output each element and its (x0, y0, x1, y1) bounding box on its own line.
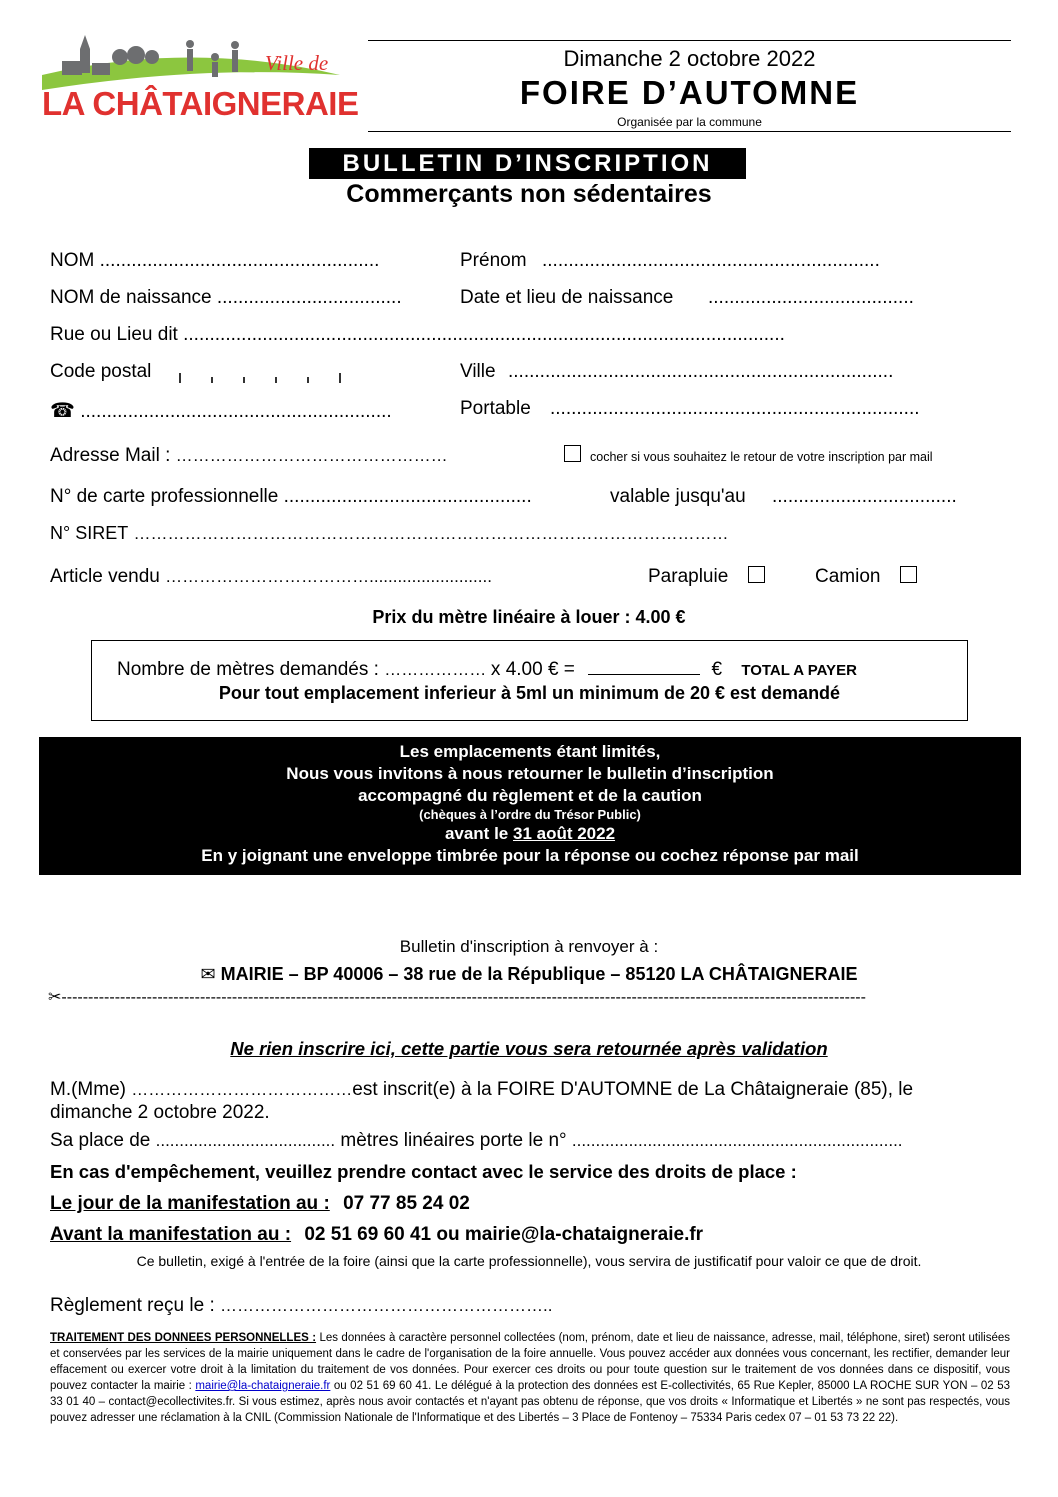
siret-input-line[interactable]: …………………………………………………………………………………………… (133, 524, 729, 543)
gdpr-text-1: Les données à caractère personnel collectées (nom, prénom, date et lieu de naissance, adresse, mail, téléphone, siret) seront utilisées et conservées par les services de la mairie uniquement dans le cadre de l'organisation de la foire annuelle. Vous pouvez accéder aux données vous concernant, les rectifier, demander leur effacement ou exercer votre droit à la limitation du traitement de vos données. Pour exercer ces droits ou pour toute question sur le traitement de vos données dans ce dispositif, vous pouvez contacter la mairie : (50, 1332, 1010, 1392)
avant-label: Avant la manifestation au : (50, 1224, 292, 1245)
bulletin-title: BULLETIN D’INSCRIPTION (309, 148, 746, 179)
date-lieu-input-line[interactable]: ....................................... (708, 287, 914, 308)
place-label: Sa place de (50, 1130, 151, 1151)
ville-input-line[interactable]: ......................................................................... (508, 361, 894, 382)
return-address: MAIRIE – BP 40006 – 38 rue de la République – 85120 LA CHÂTAIGNERAIE (220, 964, 858, 984)
return-label: Bulletin d'inscription à renvoyer à : (399, 937, 659, 956)
bulletin-subtitle: Commerçants non sédentaires (346, 180, 712, 208)
validation-row-1 (50, 1079, 1015, 1101)
header-top-rule (368, 40, 1011, 41)
parapluie-checkbox[interactable] (748, 566, 765, 588)
code-postal-boxes[interactable] (178, 369, 343, 383)
notice-box (39, 737, 1021, 875)
minimum-note: Pour tout emplacement inferieur à 5ml un minimum de 20 € est demandé (218, 683, 841, 703)
notice-line-5 (39, 823, 1021, 845)
valable-label: valable jusqu'au (610, 486, 746, 507)
portable-label: Portable (460, 398, 531, 419)
logo-name: LA CHÂTAIGNERAIE (42, 85, 359, 122)
telephone-icon: ☎ (50, 400, 75, 422)
notice-line-2: Nous vous invitons à nous retourner le bulletin d’inscription (286, 764, 774, 783)
logo (40, 35, 360, 130)
mail-checkbox[interactable] (564, 445, 581, 467)
price-box (91, 640, 968, 721)
mme-label: M.(Mme) (50, 1079, 126, 1100)
euro-sign: € (711, 659, 723, 680)
row-siret (50, 523, 985, 545)
validation-title: Ne rien inscrire ici, cette partie vous sera retournée après validation (230, 1038, 828, 1059)
telephone-input-line[interactable]: ........................................................... (80, 401, 392, 422)
row-rue (50, 324, 985, 346)
row-telephone (50, 398, 985, 423)
header-bottom-rule (368, 131, 1011, 132)
mail-label: Adresse Mail : (50, 445, 171, 466)
rue-label: Rue ou Lieu dit (50, 324, 178, 345)
total-input-line[interactable] (588, 660, 700, 675)
return-address-row (0, 964, 1058, 985)
row-carte (50, 486, 985, 508)
notice-deadline-prefix: avant le (444, 824, 509, 843)
gdpr-heading: TRAITEMENT DES DONNEES PERSONNELLES : (50, 1332, 317, 1344)
row-nom (50, 250, 985, 272)
carte-input-line[interactable]: ............................................... (283, 486, 532, 507)
event-title: FOIRE D’AUTOMNE (519, 74, 860, 111)
carte-label: N° de carte professionnelle (50, 486, 279, 507)
scissors-icon: ✂ (48, 989, 62, 1006)
jour-phone: 07 77 85 24 02 (343, 1193, 470, 1214)
jour-row (50, 1193, 985, 1215)
metres-label: Nombre de mètres demandés : (117, 659, 379, 680)
parapluie-label: Parapluie (648, 566, 729, 587)
metres-input-line[interactable]: ……………… (384, 660, 491, 679)
reglement-row (50, 1295, 985, 1317)
mme-input-line: ………………………………… (131, 1080, 353, 1099)
rue-input-line[interactable]: .................................................................................................................. (183, 324, 785, 345)
siret-label: N° SIRET (50, 523, 129, 543)
event-date: Dimanche 2 octobre 2022 (563, 46, 816, 71)
price-per-metre: Prix du mètre linéaire à louer : 4.00 € (372, 607, 686, 627)
row-naissance (50, 287, 985, 309)
nom-naissance-label: NOM de naissance (50, 287, 212, 308)
nom-input-line[interactable]: ..................................................... (99, 250, 380, 271)
camion-label: Camion (815, 566, 881, 587)
portable-input-line[interactable]: ...................................................................... (550, 398, 920, 419)
logo-ville-de: Ville de (265, 51, 329, 75)
multiplier: x 4.00 € = (490, 659, 575, 680)
prenom-label: Prénom (460, 250, 527, 271)
nom-naissance-input-line[interactable]: ................................... (216, 287, 402, 308)
article-input-line[interactable]: ……………………………….......................... (165, 567, 492, 586)
article-label: Article vendu (50, 566, 160, 587)
mail-checkbox-label: cocher si vous souhaitez le retour de votre inscription par mail (590, 450, 933, 464)
reglement-label: Règlement reçu le : (50, 1295, 215, 1316)
notice-line-3: accompagné du règlement et de la caution (358, 786, 702, 805)
prenom-input-line[interactable]: ................................................................ (542, 250, 880, 271)
metres-lineaires-label: mètres linéaires porte le n° (340, 1130, 567, 1151)
place-input-line: ...................................... (155, 1131, 336, 1150)
organised-by: Organisée par la commune (617, 115, 762, 129)
camion-checkbox[interactable] (900, 566, 917, 588)
mail-input-line[interactable]: ………………………………………… (175, 446, 448, 465)
ville-label: Ville (460, 361, 496, 382)
cut-line: ✂------------------------------------------------------------------------------------------------------------------------------------------------------- (48, 989, 866, 1006)
metres-row (117, 659, 857, 681)
validation-row-place (50, 1130, 985, 1152)
notice-line-6: En y joignant une enveloppe timbrée pour la réponse ou cochez réponse par mail (201, 846, 859, 865)
gdpr-email-link[interactable]: mairie@la-chataigneraie.fr (195, 1380, 331, 1392)
notice-deadline-date: 31 août 2022 (512, 824, 616, 843)
row-mail (50, 445, 1010, 467)
date-lieu-label: Date et lieu de naissance (460, 287, 674, 308)
jour-label: Le jour de la manifestation au : (50, 1193, 330, 1214)
valable-input-line[interactable]: ................................... (772, 486, 957, 507)
notice-line-1: Les emplacements étant limités, (399, 742, 661, 761)
reglement-input-line: ………………………………………………….. (220, 1296, 553, 1315)
inscrit-text: est inscrit(e) à la FOIRE D'AUTOMNE de La Châtaigneraie (85), le (352, 1079, 914, 1100)
nom-label: NOM (50, 250, 95, 271)
justificatif-text: Ce bulletin, exigé à l'entrée de la foire (ainsi que la carte professionnelle), vous servira de justificatif pour valoir ce que de droit. (136, 1253, 922, 1269)
notice-line-4: (chèques à l’ordre du Trésor Public) (419, 807, 641, 822)
row-article (50, 566, 985, 588)
code-postal-label: Code postal (50, 361, 152, 382)
porte-input-line: ...................................................................... (571, 1131, 903, 1150)
avant-contact: 02 51 69 60 41 ou mairie@la-chataigneraie.fr (304, 1224, 704, 1245)
row-code-postal (50, 361, 985, 383)
gdpr-text-2: ou 02 51 69 60 41. Le délégué à la protection des données est E-collectivités, 65 Rue Kepler, 85000 LA ROCHE SUR YON – 02 53 33 01 40 – contact@ecollectivites.fr. Si vous estimez, après nous avoir contactés et n'ayant pas obtenu de réponse, que vos droits « Informatique et Libertés » ne sont pas respectés, vous pouvez adresser une réclamation à la CNIL (Commission Nationale de l'Informatique et des Libertés – 3 Place de Fontenoy – 75334 Paris cedex 07 – 01 53 73 22 22). (50, 1380, 1010, 1424)
total-label: TOTAL A PAYER (741, 662, 857, 679)
validation-row-2: dimanche 2 octobre 2022. (50, 1102, 270, 1123)
gdpr-footer (50, 1330, 1010, 1426)
envelope-icon: ✉ (200, 964, 216, 984)
empechement-text: En cas d'empêchement, veuillez prendre contact avec le service des droits de place : (50, 1161, 797, 1182)
avant-row (50, 1224, 985, 1246)
